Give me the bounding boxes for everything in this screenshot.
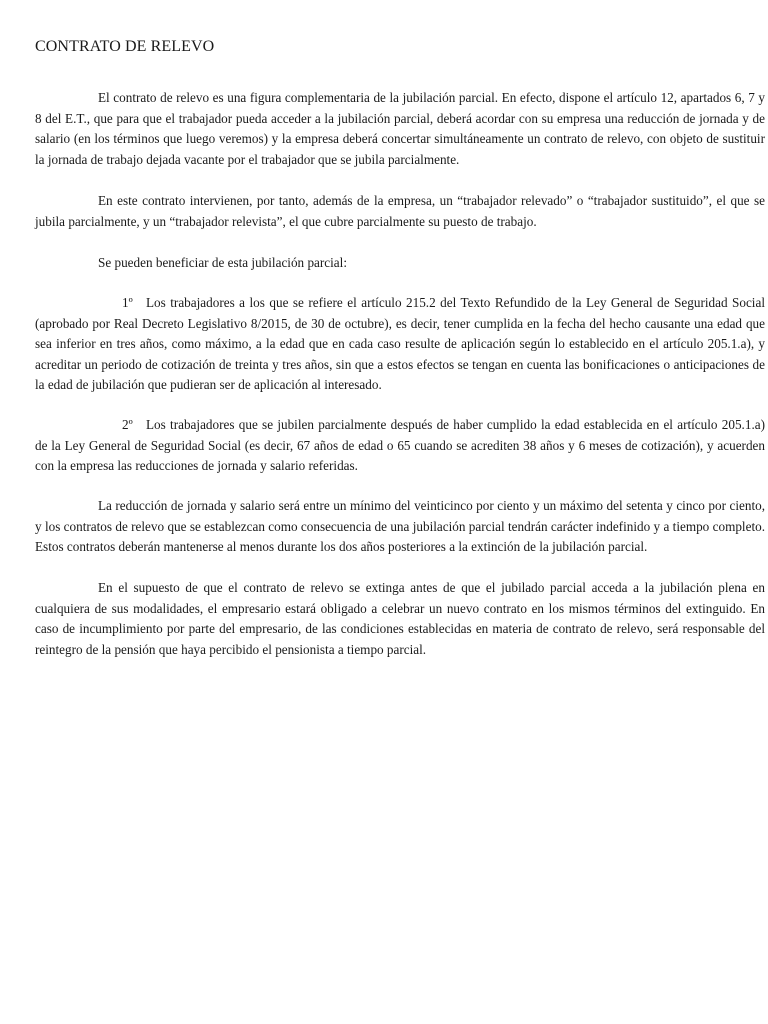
paragraph-text: Los trabajadores que se jubilen parcialmente después de haber cumplido la edad establecida en el artículo 205.1.a) de la Ley General de Seguridad Social (es decir, 67 años de edad o 65 cuando se acrediten 38 años y 6 meses de cotización), y acuerden con la empresa las reducciones de jornada y salario referidas. bbox=[35, 417, 765, 473]
list-item-first bbox=[35, 293, 765, 396]
list-item-number: 1º bbox=[122, 295, 133, 310]
paragraph-text: La reducción de jornada y salario será entre un mínimo del veinticinco por ciento y un máximo del setenta y cinco por ciento, y los contratos de relevo que se establezcan como consecuencia de una jubilación parcial tendrán carácter indefinido y a tiempo completo. Estos contratos deberán mantenerse al menos durante los dos años posteriores a la extinción de la jubilación parcial. bbox=[35, 498, 765, 554]
paragraph-extinction bbox=[35, 578, 765, 660]
paragraph-text: Se pueden beneficiar de esta jubilación parcial: bbox=[98, 255, 347, 270]
document-title: CONTRATO DE RELEVO bbox=[35, 38, 215, 55]
paragraph-participants bbox=[35, 191, 765, 232]
paragraph-reduction bbox=[35, 496, 765, 558]
list-item-second bbox=[35, 415, 765, 477]
paragraph-text: Los trabajadores a los que se refiere el artículo 215.2 del Texto Refundido de la Ley General de Seguridad Social (aprobado por Real Decreto Legislativo 8/2015, de 30 de octubre), es decir, tener cumplida en la fecha del hecho causante una edad que sea inferior en tres años, como máximo, a la edad que en cada caso resulte de aplicación según lo establecido en el artículo 205.1.a), y acreditar un periodo de cotización de treinta y tres años, sin que a estos efectos se tengan en cuenta las bonificaciones o anticipaciones de la edad de jubilación que pudieran ser de aplicación al interesado. bbox=[35, 295, 765, 392]
paragraph-beneficiaries-intro bbox=[35, 253, 765, 274]
list-item-number: 2º bbox=[122, 417, 133, 432]
paragraph-text: En el supuesto de que el contrato de relevo se extinga antes de que el jubilado parcial acceda a la jubilación plena en cualquiera de sus modalidades, el empresario estará obligado a celebrar un nuevo contrato en los mismos términos del extinguido. En caso de incumplimiento por parte del empresario, de las condiciones establecidas en materia de contrato de relevo, será responsable del reintegro de la pensión que haya percibido el pensionista a tiempo parcial. bbox=[35, 580, 765, 657]
paragraph-text: En este contrato intervienen, por tanto, además de la empresa, un “trabajador relevado” o “trabajador sustituido”, el que se jubila parcialmente, y un “trabajador relevista”, el que cubre parcialmente su puesto de trabajo. bbox=[35, 193, 765, 229]
paragraph-text: El contrato de relevo es una figura complementaria de la jubilación parcial. En efecto, dispone el artículo 12, apartados 6, 7 y 8 del E.T., que para que el trabajador pueda acceder a la jubilación parcial, deberá acordar con su empresa una reducción de jornada y de salario (en los términos que luego veremos) y la empresa deberá concertar simultáneamente un contrato de relevo, con objeto de sustituir la jornada de trabajo dejada vacante por el trabajador que se jubila parcialmente. bbox=[35, 90, 765, 167]
paragraph-intro bbox=[35, 88, 765, 170]
